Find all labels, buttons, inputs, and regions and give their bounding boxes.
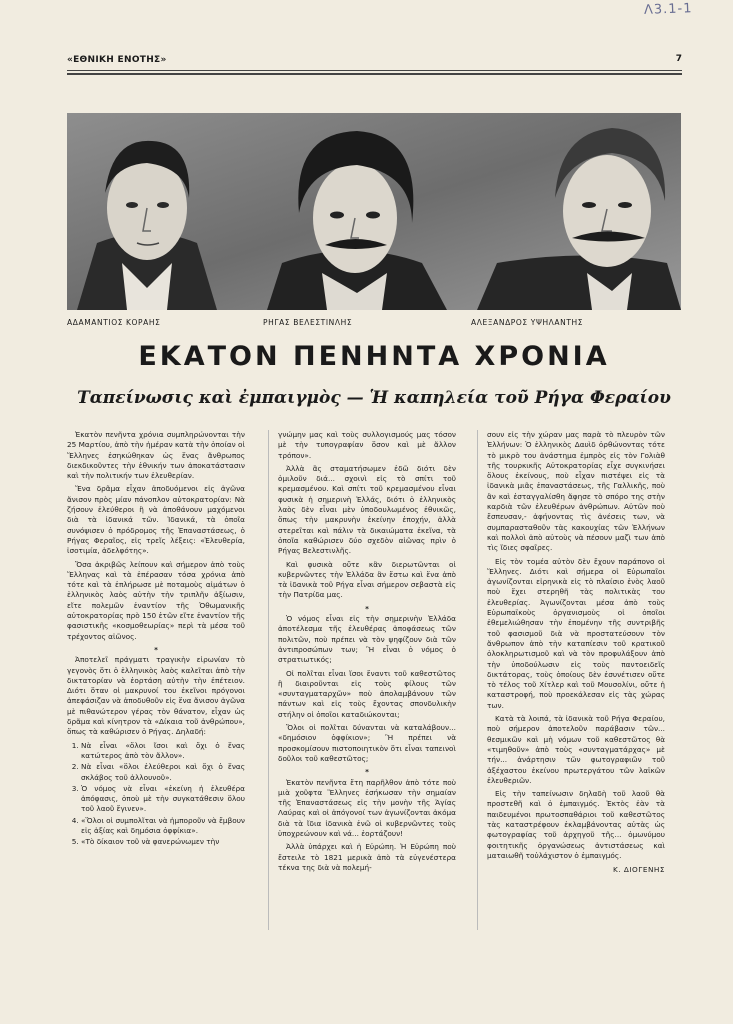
list-item: 4. «Ὅλοι οἱ συμπολῖται νὰ ἠμποροῦν νὰ ἔμβουν εἰς ἀξίας καὶ δημόσια ὀφφίκια». <box>81 816 245 837</box>
caption-rigas: ΡΗΓΑΣ ΒΕΛΕΣΤΙΝΛΗΣ <box>263 318 353 327</box>
header-rule <box>67 70 682 71</box>
paragraph: Ἀλλὰ ἂς σταματήσωμεν ἐδῶ διότι δὲν ὁμιλοῦν διά... σχοινὶ εἰς τὸ σπίτι τοῦ κρεμασμένου. Καὶ σπίτι τοῦ κρεμασμένου εἶναι φυσικὰ ἡ σημερινὴ Ἑλλάς, διότι ὁ ἑλληνικὸς λαὸς δὲν εἶναι μὲν ὑποδουλωμένος ἐθνικῶς, ὅπως τὴν μακρυνὴν ἐκείνην ἐποχήν, ἀλλὰ στερεῖται καὶ πάλιν τὰ δικαιώματα ἐκεῖνα, τὰ ὁποῖα καθώρισεν δύο σχεδὸν αἰῶνας πρὶν ὁ Ρήγας Βελεστινλῆς. <box>278 463 456 556</box>
section-separator: * <box>365 603 369 613</box>
publication-name: «ΕΘΝΙΚΗ ΕΝΟΤΗΣ» <box>67 55 167 65</box>
paragraph: Καὶ φυσικὰ οὔτε κἂν διερωτῶνται οἱ κυβερνῶντες τὴν Ἑλλάδα ἂν ἔστω καὶ ἕνα ἀπὸ τὰ ἰδανικὰ τοῦ Ρήγα εἶναι σήμερον σεβαστὰ εἰς τὴν Πατρίδα μας. <box>278 559 456 600</box>
paragraph: Ὅλοι οἱ πολῖται δύνανται νὰ καταλάβουν... «δημόσιον ὀφφίκιον»; Ἢ πρέπει νὰ προσκομίσουν πιστοποιητικὸν ὅτι εἶναι ταπεινοὶ δοῦλοι τοῦ καθεστῶτος; <box>278 723 456 763</box>
column-divider <box>477 430 478 930</box>
paragraph: Εἰς τὸν τομέα αὐτὸν δὲν ἔχουν παράπονο οἱ Ἕλληνες. Διότι καὶ σήμερα οἱ Εὐρωπαῖοι ἀγωνίζονται εἰρηνικὰ εἰς τὸ πλαίσιο ἑνὸς λαοῦ ποὺ ἔχει στερηθῆ τὰς πολιτικὰς του ἐλευθερίας. Ἀγωνίζονται μέσα ἀπὸ τοὺς Εὐρωπαϊκοὺς ὀργανισμοὺς οἱ ὁποῖοι ἐθεμελιώθησαν τὴν ἐπομένην τῆς συντριβῆς τοῦ φασισμοῦ διὰ νὰ προστατεύσουν τὸν ἄνθρωπον ἀπὸ τὴν καταπίεσιν τοῦ κρατικοῦ ὁλοκληρωτισμοῦ καὶ νὰ τὸν προφυλάξουν ἀπὸ τὴν ὑποδούλωσιν εἰς τοὺς παντοειδεῖς δικτάτορας, τοὺς ὁποίους δὲν ἐσυνέτισεν οὔτε τὸ τέλος τοῦ Χίτλερ καὶ τοῦ Μουσολίνι, οὔτε ἡ καταστροφή, ποὺ προεκάλεσαν εἰς τὰς χώρας των. <box>487 556 665 710</box>
list-item: 5. «Τὸ δίκαιον τοῦ νὰ φανερώνωμεν τὴν <box>81 837 245 847</box>
portraits-illustration <box>67 113 681 310</box>
paragraph: σουν εἰς τὴν χώραν μας παρὰ τὸ πλευρὸν τῶν Ἑλλήνων: Ὁ ἑλληνικὸς Δαυὶδ ὀρθώνοντας τότε τὸ μικρὸ του ἀνάστημα ἐμπρὸς εἰς τὸν Γολιὰθ τῆς τουρκικῆς Αὐτοκρατορίας εἶχε συγκινήσει ὅλους ἐκείνους, ποὺ εἶχαν πιστέψει εἰς τὰ ἰδανικὰ μιᾶς ἐπαναστάσεως, τῆς Γαλλικῆς, ποὺ ἂν καὶ ἐσταγγαλίσθη ἄφησε τὸ σπόρο της στὴν καρδιὰ τῶν ἐλευθέρων ἀνθρώπων. Αὐτῶν ποὺ ἔσπευσαν,- ἀφήνοντας τὶς ἀνέσεις των, νὰ συμπαρασταθοῦν τὰς κακουχίας τῶν Ἑλλήνων καὶ πολλοὶ ἀπὸ αὐτοὺς νὰ πέσουν μαζὶ των ἀπὸ τὶς ἴδιες σφαῖρες. <box>487 430 665 553</box>
caption-ypsilantis: ΑΛΕΞΑΝΔΡΟΣ ΥΨΗΛΑΝΤΗΣ <box>471 318 584 327</box>
article-column-2 <box>278 430 456 876</box>
paragraph: γνώμην μας καὶ τοὺς συλλογισμούς μας τόσον μὲ τὴν τυπογραφίαν ὅσον καὶ μὲ ἄλλον τρόπον». <box>278 430 456 460</box>
list-item: 2. Νὰ εἶναι «ὅλοι ἐλεύθεροι καὶ ὄχι ὁ ἕνας σκλάβος τοῦ ἀλλουνοῦ». <box>81 762 245 783</box>
page-header <box>67 52 682 66</box>
subheadline: Ταπείνωσις καὶ ἐμπαιγμὸς — Ἡ καπηλεία τοῦ Ρήγα Φεραίου <box>77 388 671 408</box>
paragraph: Ἕνα δρᾶμα εἶχαν ἀποδυόμενοι εἰς ἀγῶνα ἄνισον πρὸς μίαν πάνοπλον αὐτοκρατορίαν: Νὰ ζήσουν ἐλεύθεροι ἢ νὰ ἀποθάνουν μαχόμενοι διὰ τὰ ἰδανικά τῶν. Ἰδανικά, τὰ ὁποῖα συνόψισεν ὁ πρόδρομος τῆς Ἐπαναστάσεως, ὁ Ρήγας Φεραῖος, εἰς τρεῖς λέξεις: «Ἐλευθερία, ἰσοτιμία, ἀδελφότης». <box>67 484 245 556</box>
paragraph: Ὅσα ἀκριβῶς λείπουν καὶ σήμερον ἀπὸ τοὺς Ἕλληνας καὶ τὰ ἐπέρασαν τόσα χρόνια ἀπὸ τότε καὶ τὰ ἐπλήρωσε μὲ ποταμοὺς αἱμάτων ὁ ἑλληνικὸς λαὸς αὐτὴν τὴν τριπλῆν ἀξίωσιν, εἴτε πολεμῶν ἐναντίον τῆς Ὀθωμανικῆς αὐτοκρατορίας πρὸ 150 ἐτῶν εἴτε ἐναντίον τῆς φασιστικῆς «κοσμοθεωρίας» περὶ τὰ μέσα τοῦ τρέχοντος αἰῶνος. <box>67 559 245 641</box>
section-separator: * <box>154 644 158 654</box>
header-rule-thick <box>67 73 682 75</box>
paragraph: Ἀλλὰ ὑπάρχει καὶ ἡ Εὐρώπη. Ἡ Εὐρώπη ποὺ ἔστειλε τὸ 1821 μερικὰ ἀπὸ τὰ εὐγενέστερα τέκνα της διὰ νὰ πολεμή- <box>278 842 456 872</box>
portraits-image <box>67 113 681 310</box>
paragraph: Κατὰ τὰ λοιπά, τὰ ἰδανικὰ τοῦ Ρήγα Φεραίου, ποὺ σήμερον ἀποτελοῦν παράβασιν τῶν... θεσμικῶν καὶ μὴ νόμων τοῦ καθεστῶτος θὰ «τιμηθοῦν» ἀπὸ τοὺς «συνταγματάρχας» μὲ τήν... ἀνάρτησιν τῶν φωτογραφιῶν τοῦ ἀξέχαστου ἐκείνου πρωτεργάτου τῶν λαϊκῶν ἐλευθεριῶν. <box>487 714 665 785</box>
paragraph: Ἑκατὸν πενῆντα ἔτη παρῆλθον ἀπὸ τότε ποὺ μιὰ χοῦφτα Ἕλληνες ἐσήκωσαν τὴν σημαίαν τῆς Ἐπαναστάσεως εἰς τὴν μονὴν τῆς Ἁγίας Λαύρας καὶ οἱ ἀπόγονοί των ἀγωνίζονται ἀκόμα διὰ τὰ ἴδια ἰδανικὰ ἐνῶ οἱ κυβερνῶντες τοὺς ὑποχρεώνουν καὶ νά... ἑορτάζουν! <box>278 777 456 838</box>
paragraph: Εἰς τὴν ταπείνωσιν δηλαδὴ τοῦ λαοῦ θὰ προστεθῆ καὶ ὁ ἐμπαιγμός. Ἐκτὸς ἐὰν τὰ παιδευμένοι πρωτοσπαθάριοι τοῦ καθεστῶτος τὰς καταστρέφουν ἐκλαμβάνοντας αὐτὰς ὡς φωτογραφίας τοῦ ἀρχηγοῦ τῆς... ὁμωνύμου φοιτητικῆς ὀργανώσεως ἀντιστάσεως καὶ ματαιωθῆ τοὐλάχιστον ὁ ἐμπαιγμός. <box>487 789 665 860</box>
list-item: 3. Ὁ νόμος νὰ εἶναι «ἐκείνη ἡ ἐλευθέρα ἀπόφασις, ὁποὺ μὲ τὴν συγκατάθεσιν ὅλου τοῦ λαοῦ ἔγινεν». <box>81 784 245 815</box>
article-column-1 <box>67 430 245 849</box>
list-item: 1. Νὰ εἶναι «ὅλοι ἴσοι καὶ ὄχι ὁ ἕνας κατώτερος ἀπὸ τὸν ἄλλον». <box>81 741 245 762</box>
paragraph: Οἱ πολῖται εἶναι ἴσοι ἔναντι τοῦ καθεστῶτος ἢ διαιροῦνται εἰς τοὺς φίλους τῶν «συνταγματαρχῶν» ποὺ ἀπολαμβάνουν τῶν πάντων καὶ εἰς τοὺς ἔχοντας σπονδυλικὴν στήλην οἱ ὁποῖοι καταδιώκονται; <box>278 668 456 719</box>
portrait-captions <box>67 318 681 328</box>
column-divider <box>268 430 269 930</box>
paragraph: Ἀποτελεῖ πράγματι τραγικὴν εἰρωνίαν τὸ γεγονὸς ὅτι ὁ ἑλληνικὸς λαὸς καλεῖται ἀπὸ τὴν δικτατορίαν νὰ ἑορτάση αὐτὴν τὴν ἐπέτειον. Διότι ὅταν οἱ μακρυνοί του ἐκεῖνοι πρόγονοι ἀπεφάσιζαν νὰ ἀποδυθοῦν εἰς ἕνα ἄνισον ἀγῶνα μὲ πιθανώτερον γέρας τὸν θάνατον, εἶχαν ὡς δρᾶμα καὶ κίνητρον τὰ «Δίκαια τοῦ ἀνθρώπου», ὅπως τὰ καθώρισεν ὁ Ρήγας. Δηλαδή: <box>67 655 245 737</box>
rights-list <box>67 741 245 848</box>
headline: ΕΚΑΤΟΝ ΠΕΝΗΝΤΑ ΧΡΟΝΙΑ <box>138 341 610 372</box>
section-separator: * <box>365 767 369 777</box>
page-number: 7 <box>675 54 682 64</box>
handwritten-archive-note: Λ3.1-1 <box>644 1 694 18</box>
paragraph: Ὁ νόμος εἶναι εἰς τὴν σημερινὴν Ἑλλάδα ἀποτέλεσμα τῆς ἐλευθέρας ἀποφάσεως τῶν πολιτῶν, ποὺ πρέπει νὰ τὸν ψηφίζουν διὰ τῶν ἀντιπροσώπων των; Ἢ εἶναι ὁ νόμος ὁ στρατιωτικός; <box>278 614 456 665</box>
paragraph: Ἑκατὸν πενῆντα χρόνια συμπληρώνονται τὴν 25 Μαρτίου, ἀπὸ τὴν ἡμέραν κατὰ τὴν ὁποίαν οἱ Ἕλληνες ἐσηκώθηκαν ὡς ἕνας ἄνθρωπος διεκδικοῦντες τὴν ἐθνικήν των ἀποκατάστασιν καὶ τὴν πολιτικήν των ἐλευθερίαν. <box>67 430 245 481</box>
author-signature: Κ. ΔΙΟΓΕΝΗΣ <box>612 865 665 875</box>
article-column-3 <box>487 430 665 878</box>
caption-korais: ΑΔΑΜΑΝΤΙΟΣ ΚΟΡΑΗΣ <box>67 318 161 327</box>
